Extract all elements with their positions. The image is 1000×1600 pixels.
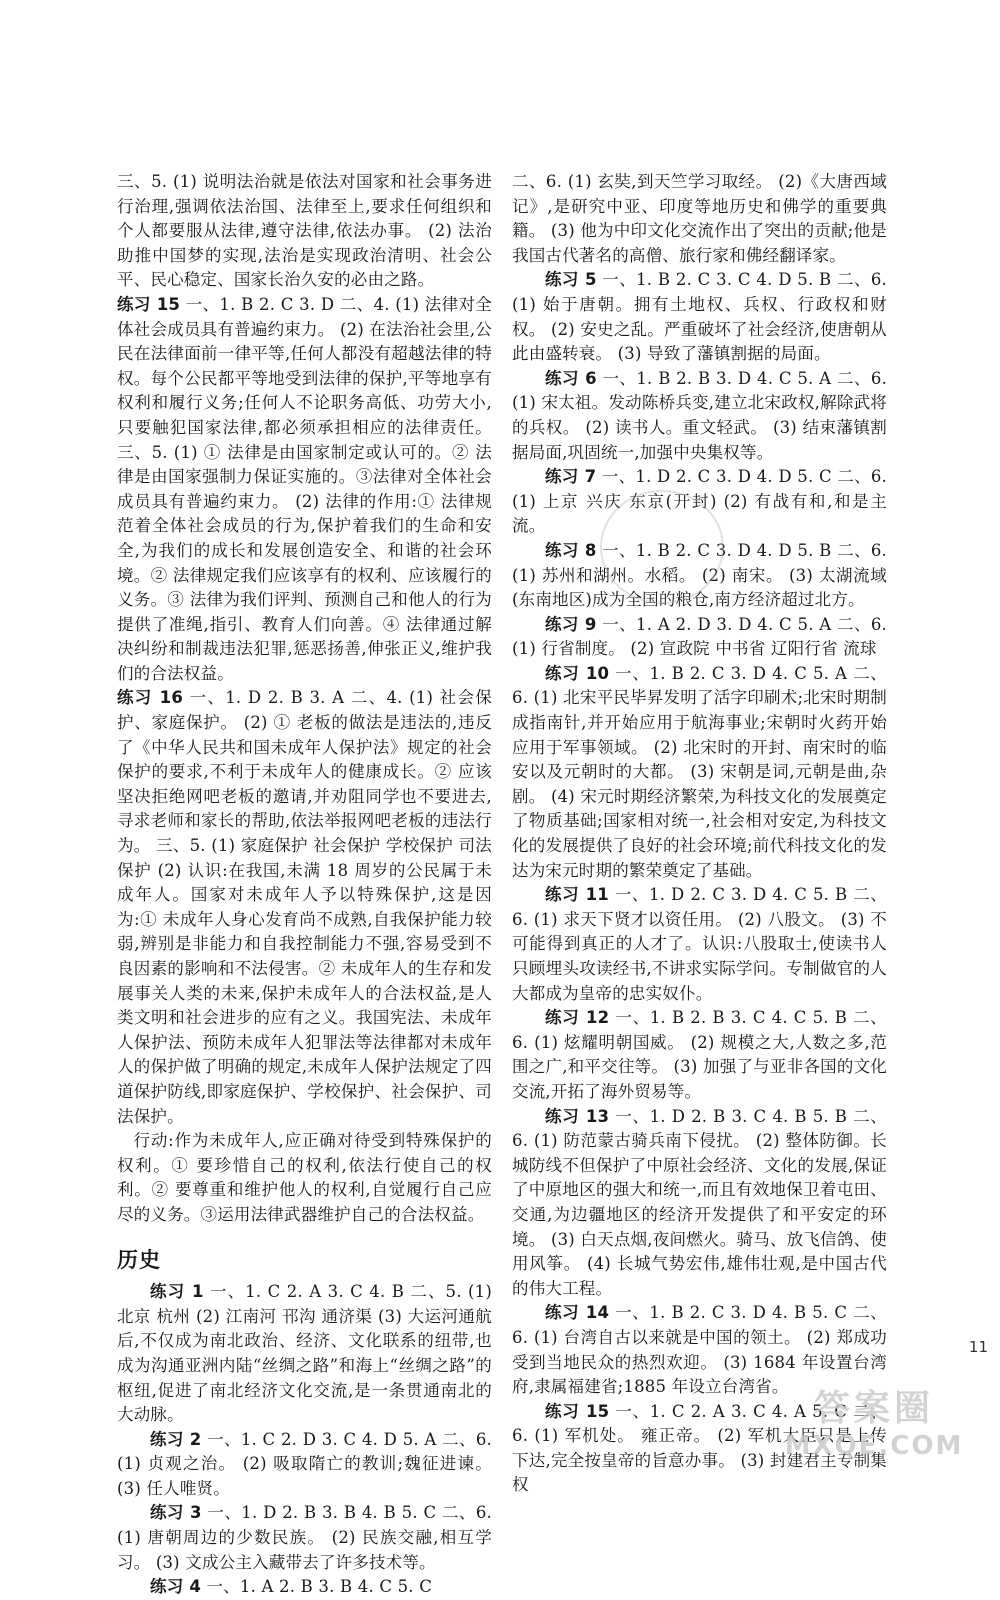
exercise-answer (512, 662, 887, 883)
exercise-label: 练习 6 (545, 368, 597, 388)
answer-text: 一、1. C 2. A 3. C 4. B 二、5. (1) 北京 杭州 (2) 江南河 邗沟 通济渠 (3) 大运河通航后,不仅成为南北政治、经济、文化联系的纽带,也成为沟通亚洲内陆“丝绸之路”和海上“丝绸之路”的枢纽,促进了南北经济文化交流,是一条贯通南北的大动脉。 (117, 1282, 492, 1425)
exercise-label: 练习 1 (150, 1282, 204, 1302)
answer-text: 一、1. C 2. D 3. C 4. D 5. A 二、6. (1) 贞观之治。 (2) 吸取隋亡的教训;魏征进谏。 (3) 任人唯贤。 (117, 1429, 493, 1498)
answer-text: 一、1. D 2. B 3. C 4. B 5. B 二、6. (1) 防范蒙古骑兵南下侵扰。 (2) 整体防御。长城防线不但保护了中原社会经济、文化的发展,保证了中原地区的强大和统一,而且有效地保卫着屯田、交通,为边疆地区的经济开发提供了和平安定的环境。 (3) 白天点烟,夜间燃火。骑马、放飞信鸽、使用风筝。 (4) 长城气势宏伟,雄伟壮观,是中国古代的伟大工程。 (512, 1106, 887, 1298)
exercise-label: 练习 15 (117, 294, 181, 314)
left-column (117, 170, 492, 1600)
faded-stamp (600, 490, 724, 604)
exercise-label: 练习 10 (545, 663, 610, 683)
answer-paragraph (117, 170, 492, 293)
right-column (512, 170, 887, 1498)
exercise-answer (512, 367, 887, 465)
exercise-answer (117, 1575, 492, 1600)
exercise-answer (117, 1428, 492, 1502)
exercise-answer (512, 1105, 887, 1302)
watermark-logo (774, 1380, 974, 1461)
answer-paragraph (117, 1129, 492, 1227)
exercise-answer (117, 686, 492, 1129)
answer-text: 一、1. D 2. B 3. B 4. B 5. C 二、6. (1) 唐朝周边的少数民族。 (2) 民族交融,相互学习。 (3) 文成公主入藏带去了许多技术等。 (117, 1503, 493, 1572)
exercise-answer (512, 1006, 887, 1104)
exercise-label: 练习 9 (545, 614, 597, 634)
exercise-answer (117, 293, 492, 687)
exercise-label: 练习 2 (150, 1429, 202, 1449)
exercise-label: 练习 4 (150, 1577, 202, 1597)
exercise-label: 练习 16 (117, 688, 184, 708)
answer-text: 一、1. C 2. A 3. C 4. A 5. C 二、6. (1) 军机处。 雍正帝。 (2) 军机大臣只是上传下达,完全按皇帝的旨意办事。 (3) 封建君主专制集权 (512, 1401, 887, 1495)
exercise-label: 练习 13 (545, 1106, 610, 1126)
answer-text: 一、1. A 2. D 3. D 4. C 5. A 二、6. (1) 行省制度。 (2) 宣政院 中书省 辽阳行省 流球 (512, 614, 887, 659)
exercise-answer (512, 883, 887, 1006)
exercise-label: 练习 12 (545, 1008, 610, 1028)
answer-text: 三、5. (1) 说明法治就是依法对国家和社会事务进行治理,强调依法治国、法律至上,要求任何组织和个人都要服从法律,遵守法律,依法办事。 (2) 法治助推中国梦的实现,法治是实现政治清明、社会公平、民心稳定、国家长治久安的必由之路。 (117, 172, 492, 290)
answer-text: 一、1. B 2. C 3. D 二、4. (1) 法律对全体社会成员具有普遍约束力。 (2) 在法治社会里,公民在法律面前一律平等,任何人都没有超越法律的特权。每个公民都平等地受到法律的保护,平等地享有权利和履行义务;任何人不论职务高低、功劳大小,只要触犯国家法律,都必须承担相应的法律责任。 三、5. (1) ① 法律是由国家制定或认可的。② 法律是由国家强制力保证实施的。③法律对全体社会成员具有普遍约束力。 (2) 法律的作用:① 法律规范着全体社会成员的行为,保护着我们的生命和安全,为我们的成长和发展创造安全、和谐的社会环境。② 法律规定我们应该享有的权利、应该履行的义务。③ 法律为我们评判、预测自己和他人的行为提供了准绳,指引、教育人们向善。④ 法律通过解决纠纷和制裁违法犯罪,惩恶扬善,伸张正义,维护我们的合法权益。 (117, 294, 492, 683)
exercise-label: 练习 7 (545, 467, 597, 487)
answer-text: 行动:作为未成年人,应正确对待受到特殊保护的权利。① 要珍惜自己的权利,依法行使自己的权利。② 要尊重和维护他人的权利,自觉履行自己应尽的义务。③运用法律武器维护自己的合法权益。 (117, 1131, 492, 1224)
exercise-answer (117, 1280, 492, 1428)
answer-text: 一、1. D 2. C 3. D 4. D 5. C 二、6. (1) 上京 兴庆 东京(开封) (2) 有战有和,和是主流。 (512, 467, 887, 536)
exercise-answer (117, 1501, 492, 1575)
answer-text: 一、1. D 2. C 3. D 4. C 5. B 二、6. (1) 求天下贤才以资任用。 (2) 八股文。 (3) 不可能得到真正的人才了。认识:八股取士,使读书人只顾埋头攻读经书,不讲求实际学问。专制做官的人大都成为皇帝的忠实奴仆。 (512, 885, 887, 1003)
exercise-label: 练习 14 (545, 1303, 610, 1323)
exercise-answer (512, 268, 887, 366)
answer-text: 一、1. B 2. B 3. C 4. C 5. B 二、6. (1) 炫耀明朝国威。 (2) 规模之大,人数之多,范围之广,和平交往等。 (3) 加强了与亚非各国的文化交流,开拓了海外贸易等。 (512, 1008, 887, 1101)
answer-text: 一、1. B 2. C 3. D 4. B 5. C 二、6. (1) 台湾自古以来就是中国的领土。 (2) 郑成功受到当地民众的热烈欢迎。 (3) 1684 年设置台湾府,隶属福建省;1885 年设立台湾省。 (512, 1303, 887, 1397)
page-number: 11 (968, 1338, 988, 1356)
answer-text: 一、1. D 2. B 3. A 二、4. (1) 社会保护、家庭保护。 (2) ① 老板的做法是违法的,违反了《中华人民共和国未成年人保护法》规定的社会保护的要求,不利于未成年人的健康成长。② 应该坚决拒绝网吧老板的邀请,并劝阻同学也不要进去,寻求老师和家长的帮助,依法举报网吧老板的违法行为。 三、5. (1) 家庭保护 社会保护 学校保护 司法保护 (2) 认识:在我国,未满 18 周岁的公民属于未成年人。国家对未成年人予以特殊保护,这是因为:① 未成年人身心发育尚不成熟,自我保护能力较弱,辨别是非能力和自我控制能力不强,容易受到不良因素的影响和不法侵害。② 未成年人的生存和发展事关人类的未来,保护未成年人的合法权益,是人类文明和社会进步的应有之义。我国宪法、未成年人保护法、预防未成年人犯罪法等法律都对未成年人的保护做了明确的规定,未成年人保护法规定了四道保护防线,即家庭保护、学校保护、社会保护、司法保护。 (117, 688, 493, 1126)
answer-text: 一、1. A 2. B 3. B 4. C 5. C (206, 1577, 433, 1597)
answer-text: 一、1. B 2. B 3. D 4. C 5. A 二、6. (1) 宋太祖。发动陈桥兵变,建立北宋政权,解除武将的兵权。 (2) 读书人。重文轻武。 (3) 结束藩镇割据局面,巩固统一,加强中央集权等。 (512, 368, 888, 462)
answer-text: 一、1. B 2. C 3. D 4. C 5. A 二、6. (1) 北宋平民毕昇发明了活字印刷术;北宋时期制成指南针,并开始应用于航海事业;宋朝时火药开始应用于军事领域。 (2) 北宋时的开封、南宋时的临安以及元朝时的大都。 (3) 宋朝是词,元朝是曲,杂剧。 (4) 宋元时期经济繁荣,为科技文化的发展奠定了物质基础;国家相对统一,社会相对安定,为科技文化的发展提供了良好的社会环境;前代科技文化的发达为宋元时期的繁荣奠定了基础。 (512, 663, 887, 880)
section-heading: 历史 (117, 1247, 161, 1272)
exercise-label: 练习 15 (545, 1401, 610, 1421)
exercise-label: 练习 3 (150, 1503, 202, 1523)
exercise-label: 练习 5 (545, 270, 597, 290)
answer-text: 一、1. B 2. C 3. D 4. D 5. B 二、6. (1) 苏州和湖州。水稻。 (2) 南宋。 (3) 太湖流域(东南地区)成为全国的粮仓,南方经济超过北方。 (512, 540, 887, 610)
answer-text: 一、1. B 2. C 3. C 4. D 5. B 二、6. (1) 始于唐朝。拥有土地权、兵权、行政权和财权。 (2) 安史之乱。严重破坏了社会经济,使唐朝从此由盛转衰。 (3) 导致了藩镇割据的局面。 (512, 270, 887, 364)
exercise-label: 练习 8 (545, 540, 597, 560)
answer-text: 二、6. (1) 玄奘,到天竺学习取经。 (2)《大唐西域记》,是研究中亚、印度等地历史和佛学的重要典籍。 (3) 他为中印文化交流作出了突出的贡献;他是我国古代著名的高僧、旅行家和佛经翻译家。 (512, 172, 887, 265)
exercise-label: 练习 11 (545, 885, 609, 905)
answer-paragraph (512, 170, 887, 268)
watermark-url: MXQE.COM (784, 1431, 964, 1461)
exercise-answer (512, 613, 887, 662)
watermark-title: 答案圈 (813, 1388, 934, 1429)
